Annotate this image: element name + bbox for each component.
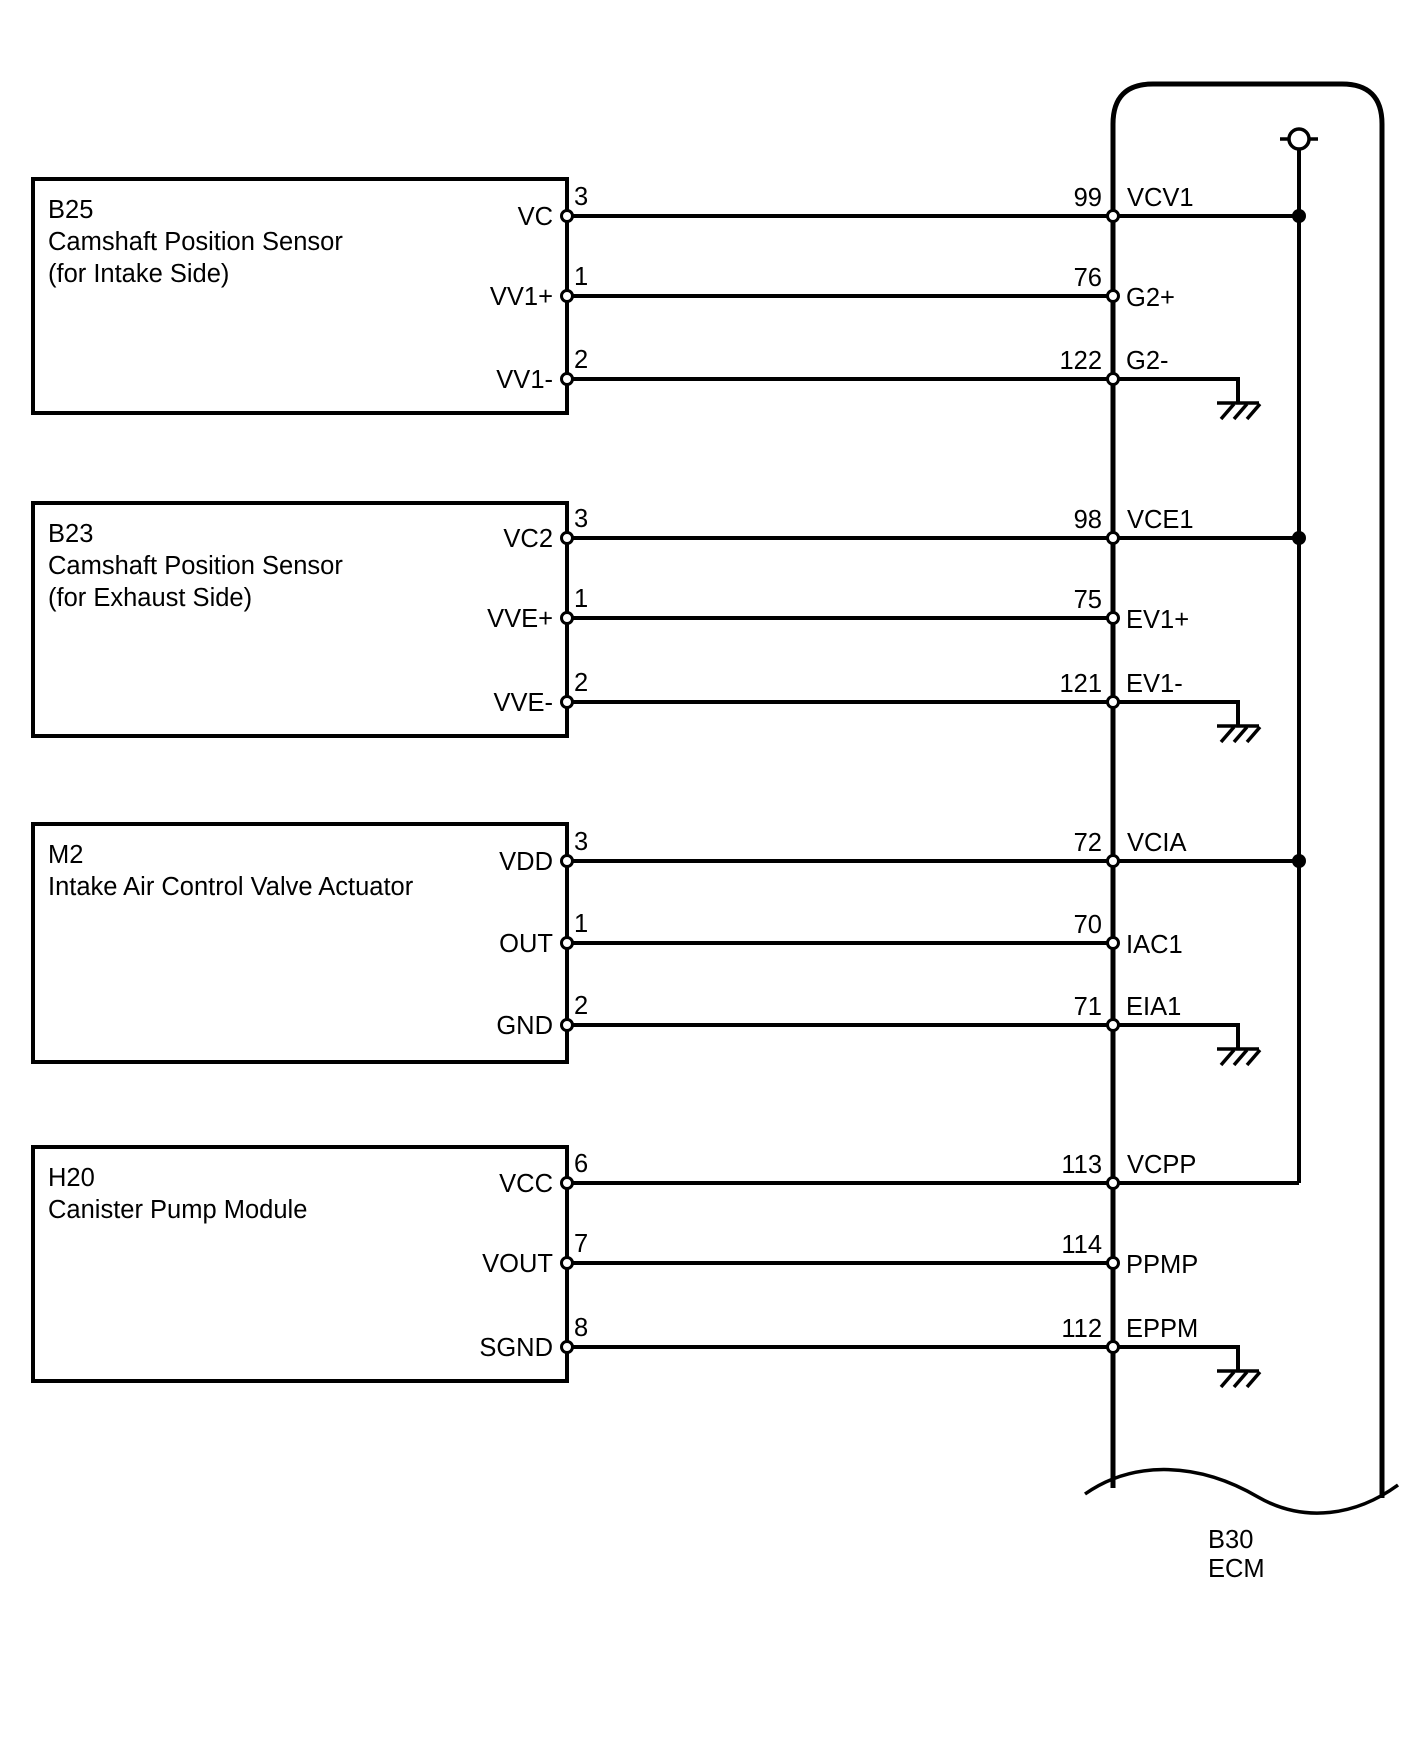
ecm-code: B30 — [1208, 1526, 1254, 1554]
pin-number: 3 — [574, 183, 589, 211]
pin-circle — [562, 697, 573, 708]
wire-vv1m-g2m — [567, 379, 1238, 403]
ecm-pin-label: G2+ — [1126, 284, 1175, 312]
pin-circle — [1108, 211, 1119, 222]
ecm-label: ECM — [1208, 1555, 1265, 1583]
pin-label: VOUT — [482, 1250, 553, 1278]
pin-circle — [1108, 856, 1119, 867]
ecm-pin-number: 72 — [1073, 829, 1102, 857]
component-name: Camshaft Position Sensor — [48, 228, 343, 256]
pin-circle — [562, 613, 573, 624]
ecm-pin-number: 75 — [1073, 586, 1102, 614]
component-name: Camshaft Position Sensor — [48, 552, 343, 580]
component-code: M2 — [48, 841, 84, 869]
ecm-pin-label: G2- — [1126, 347, 1169, 375]
pin-number: 2 — [574, 992, 589, 1020]
pin-label: OUT — [499, 930, 553, 958]
pin-label: VVE- — [493, 689, 553, 717]
component-box-b25 — [33, 179, 567, 413]
pin-circle — [1108, 291, 1119, 302]
pin-label: VVE+ — [487, 605, 553, 633]
pin-number: 3 — [574, 828, 589, 856]
pin-circle — [562, 1178, 573, 1189]
pin-circle — [1108, 1258, 1119, 1269]
ecm-pin-number: 70 — [1073, 911, 1102, 939]
pin-circle — [1108, 938, 1119, 949]
pin-label: GND — [496, 1012, 553, 1040]
component-subname: (for Intake Side) — [48, 260, 230, 288]
pin-label: SGND — [479, 1334, 553, 1362]
ecm-pin-label: EPPM — [1126, 1315, 1199, 1343]
pin-circle — [562, 533, 573, 544]
pin-label: VV1- — [496, 366, 553, 394]
ecm-pin-number: 76 — [1073, 264, 1102, 292]
pin-circle — [1108, 1178, 1119, 1189]
pin-number: 2 — [574, 346, 589, 374]
ecm-pin-number: 122 — [1059, 347, 1102, 375]
ground-symbol-eia1 — [1217, 1049, 1260, 1065]
pin-label: VV1+ — [489, 283, 553, 311]
ecm-pin-number: 121 — [1059, 670, 1102, 698]
ecm-pin-number: 71 — [1073, 993, 1102, 1021]
pin-number: 8 — [574, 1314, 589, 1342]
ecm-pin-label: VCV1 — [1127, 184, 1194, 212]
shield-connector-circle — [1289, 129, 1309, 149]
pin-number: 1 — [574, 910, 589, 938]
ecm-pin-number: 114 — [1061, 1231, 1102, 1259]
component-code: B23 — [48, 520, 94, 548]
pin-circle — [1108, 1020, 1119, 1031]
ecm-pin-number: 99 — [1073, 184, 1102, 212]
ecm-pin-number: 98 — [1073, 506, 1102, 534]
pin-circle — [562, 856, 573, 867]
pin-circle — [562, 211, 573, 222]
pin-number: 6 — [574, 1150, 589, 1178]
pin-circle — [1108, 613, 1119, 624]
ecm-pin-label: VCPP — [1127, 1151, 1197, 1179]
pin-circle — [562, 938, 573, 949]
component-name: Intake Air Control Valve Actuator — [48, 873, 414, 901]
wire-sgnd-eppm — [567, 1347, 1238, 1371]
wire-vvem-ev1m — [567, 702, 1238, 726]
ground-symbol-g2m — [1217, 403, 1260, 419]
ground-symbol-eppm — [1217, 1371, 1260, 1387]
pin-number: 2 — [574, 669, 589, 697]
pin-number: 3 — [574, 505, 589, 533]
pin-circle — [562, 374, 573, 385]
pin-number: 7 — [574, 1230, 589, 1258]
pin-number: 1 — [574, 585, 589, 613]
ecm-pin-label: EV1- — [1126, 670, 1183, 698]
pin-circle — [562, 1020, 573, 1031]
ecm-pin-number: 112 — [1061, 1315, 1102, 1343]
junction-dot-vcv1 — [1292, 209, 1306, 223]
pin-label: VC2 — [503, 525, 553, 553]
junction-dot-vcia — [1292, 854, 1306, 868]
ground-symbol-ev1m — [1217, 726, 1260, 742]
component-subname: (for Exhaust Side) — [48, 584, 253, 612]
pin-circle — [1108, 533, 1119, 544]
ecm-pin-label: EIA1 — [1126, 993, 1182, 1021]
ecm-pin-label: EV1+ — [1126, 606, 1190, 634]
wire-gnd-eia1 — [567, 1025, 1238, 1049]
pin-circle — [1108, 1342, 1119, 1353]
component-box-m2 — [33, 824, 567, 1062]
ecm-pin-label: VCIA — [1127, 829, 1187, 857]
pin-label: VC — [517, 203, 553, 231]
pin-label: VDD — [499, 848, 553, 876]
component-code: B25 — [48, 196, 94, 224]
junction-dot-vce1 — [1292, 531, 1306, 545]
shield-connector-icon — [1280, 129, 1318, 149]
pin-circle — [562, 291, 573, 302]
component-code: H20 — [48, 1164, 95, 1192]
component-name: Canister Pump Module — [48, 1196, 308, 1224]
ecm-break-line — [1085, 1470, 1398, 1514]
pin-label: VCC — [499, 1170, 553, 1198]
pin-circle — [562, 1342, 573, 1353]
pin-circle — [1108, 374, 1119, 385]
pin-circle — [1108, 697, 1119, 708]
ecm-pin-label: IAC1 — [1126, 931, 1183, 959]
ecm-pin-number: 113 — [1061, 1151, 1102, 1179]
ecm-pin-label: PPMP — [1126, 1251, 1199, 1279]
pin-circle — [562, 1258, 573, 1269]
pin-number: 1 — [574, 263, 589, 291]
ecm-pin-label: VCE1 — [1127, 506, 1194, 534]
